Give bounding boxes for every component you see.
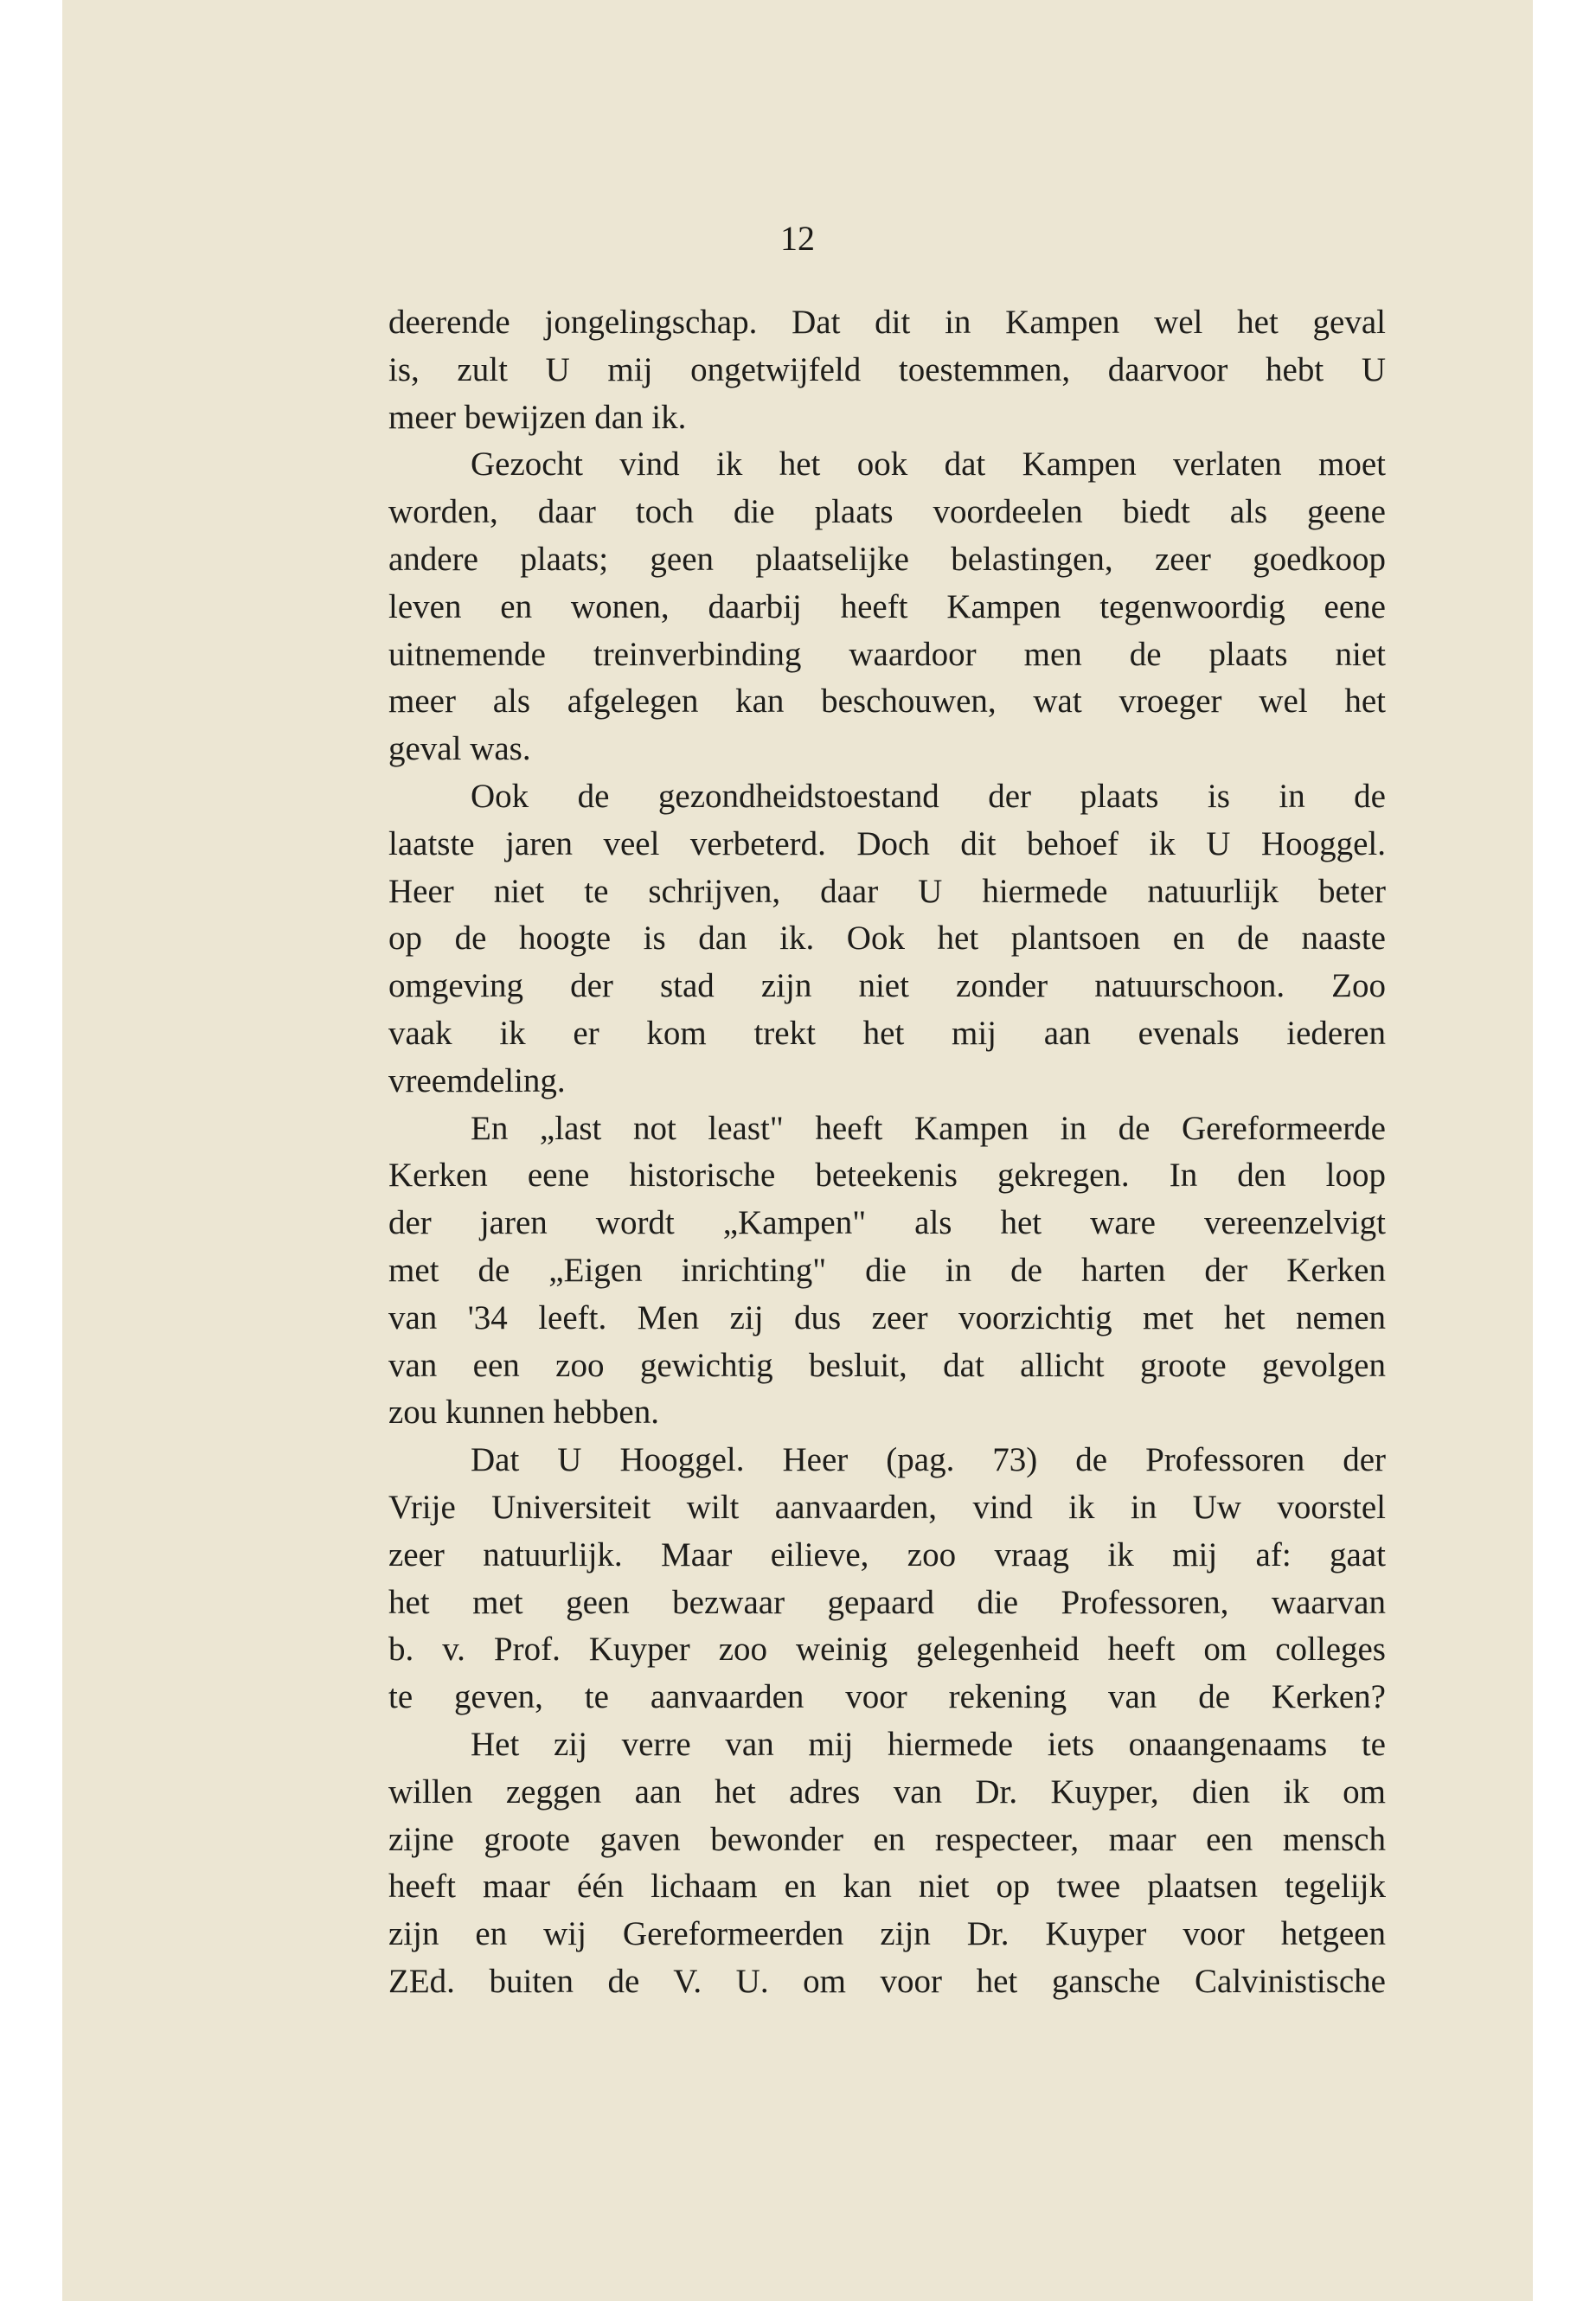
- text-line: Kerken eene historische beteekenis gekregen. In den loop: [388, 1157, 1386, 1195]
- text-line: der jaren wordt „Kampen" als het ware vereenzelvigt: [388, 1204, 1386, 1242]
- text-line: Het zij verre van mij hiermede iets onaangenaams te: [471, 1725, 1386, 1763]
- text-line: Gezocht vind ik het ook dat Kampen verlaten moet: [471, 445, 1386, 484]
- body-text: [388, 299, 1386, 2006]
- text-line: op de hoogte is dan ik. Ook het plantsoen en de naaste: [388, 920, 1386, 958]
- text-line: uitnemende treinverbinding waardoor men de plaats niet: [388, 635, 1386, 673]
- text-line: andere plaats; geen plaatselijke belastingen, zeer goedkoop: [388, 540, 1386, 578]
- text-line: van '34 leeft. Men zij dus zeer voorzichtig met het nemen: [388, 1298, 1386, 1336]
- text-line: vaak ik er kom trekt het mij aan evenals iederen: [388, 1014, 1386, 1052]
- text-line: Ook de gezondheidstoestand der plaats is in de: [471, 777, 1386, 815]
- text-line: Dat U Hooggel. Heer (pag. 73) de Professoren der: [471, 1441, 1386, 1479]
- text-line: laatste jaren veel verbeterd. Doch dit behoef ik U Hooggel.: [388, 824, 1386, 862]
- text-line: is, zult U mij ongetwijfeld toestemmen, daarvoor hebt U: [388, 350, 1386, 388]
- text-line: zijn en wij Gereformeerden zijn Dr. Kuyper voor hetgeen: [388, 1915, 1386, 1953]
- text-line: te geven, te aanvaarden voor rekening van de Kerken?: [388, 1678, 1386, 1716]
- text-line: vreemdeling.: [388, 1061, 566, 1099]
- text-line: van een zoo gewichtig besluit, dat allicht groote gevolgen: [388, 1346, 1386, 1384]
- text-line: met de „Eigen inrichting" die in de harten der Kerken: [388, 1251, 1386, 1289]
- text-line: zeer natuurlijk. Maar eilieve, zoo vraag ik mij af: gaat: [388, 1535, 1386, 1574]
- text-line: willen zeggen aan het adres van Dr. Kuyper, dien ik om: [388, 1772, 1386, 1811]
- text-line: leven en wonen, daarbij heeft Kampen tegenwoordig eene: [388, 587, 1386, 625]
- page-number: 12: [780, 219, 815, 258]
- text-line: meer als afgelegen kan beschouwen, wat vroeger wel het: [388, 683, 1386, 721]
- text-line: Vrije Universiteit wilt aanvaarden, vind ik in Uw voorstel: [388, 1488, 1386, 1526]
- book-page: [62, 0, 1533, 2301]
- text-line: het met geen bezwaar gepaard die Professoren, waarvan: [388, 1583, 1386, 1621]
- text-line: zijne groote gaven bewonder en respecteer, maar een mensch: [388, 1820, 1386, 1858]
- text-line: En „last not least" heeft Kampen in de Gereformeerde: [471, 1109, 1386, 1147]
- text-line: meer bewijzen dan ik.: [388, 398, 687, 436]
- text-line: geval was.: [388, 730, 531, 768]
- text-line: deerende jongelingschap. Dat dit in Kampen wel het geval: [388, 304, 1386, 341]
- text-line: zou kunnen hebben.: [388, 1394, 659, 1432]
- text-line: ZEd. buiten de V. U. om voor het gansche Calvinistische: [388, 1962, 1386, 2000]
- text-line: omgeving der stad zijn niet zonder natuurschoon. Zoo: [388, 967, 1386, 1005]
- text-line: worden, daar toch die plaats voordeelen biedt als geene: [388, 493, 1386, 531]
- text-line: b. v. Prof. Kuyper zoo weinig gelegenheid heeft om colleges: [388, 1631, 1386, 1669]
- text-line: Heer niet te schrijven, daar U hiermede natuurlijk beter: [388, 872, 1386, 910]
- text-line: heeft maar één lichaam en kan niet op twee plaatsen tegelijk: [388, 1868, 1386, 1906]
